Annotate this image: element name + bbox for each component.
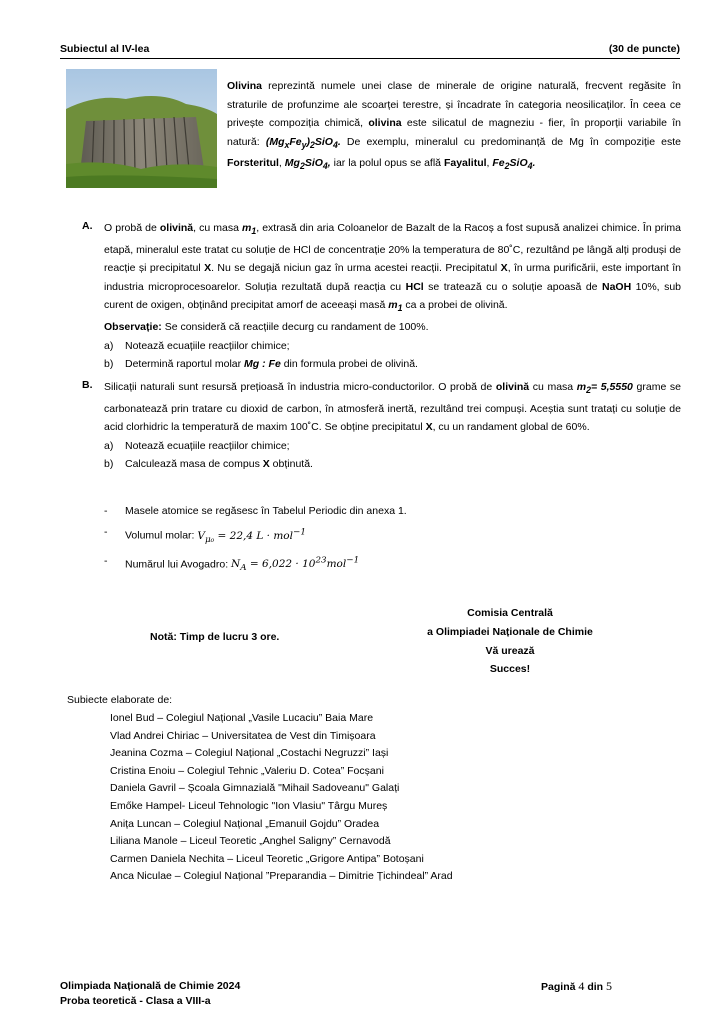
section-a (104, 219, 681, 374)
author-item: Daniela Gavril – Școala Gimnazială "Mihail Sadoveanu" Galați (110, 782, 400, 795)
author-item: Anca Niculae – Colegiul Național ”Preparandia – Dimitrie Țichindeal” Arad (110, 870, 453, 883)
term-fayalit: Fayalitul (443, 157, 487, 170)
commission-line-4: Succes! (489, 663, 531, 676)
author-item: Jeanina Cozma – Colegiul Național „Costachi Negruzzi” Iași (110, 747, 389, 760)
term-olivina: Olivina (227, 80, 263, 92)
term-forsterit: Forsteritul (227, 157, 279, 170)
intro-text-2: este silicatul de magneziu - fier, în proporții variabile în natură: (227, 117, 681, 148)
author-item: Ionel Bud – Colegiul Național „Vasile Lucaciu” Baia Mare (110, 712, 374, 724)
basalt-columns-photo (66, 69, 217, 188)
authors-list (110, 710, 453, 886)
page-header (60, 42, 680, 59)
fayalite-formula: $Fe_2SiO_4$. (492, 157, 536, 172)
forsterite-formula: $Mg_2SiO_4$, (284, 157, 331, 172)
subject-points: (30 de puncte) (608, 43, 680, 55)
subject-title: Subiectul al IV-lea (60, 43, 150, 55)
commission-line-1: Comisia Centrală (467, 607, 553, 619)
author-item: Anița Luncan – Colegiul Național „Emanuil Gojdu” Oradea (110, 817, 380, 830)
note-atomic-masses: - Masele atomice se regăsesc în Tabelul Periodic din anexa 1. (104, 505, 407, 517)
footer-exam: Proba teoretică - Clasa a VIII-a (60, 995, 211, 1007)
intro-text-4: iar la polul opus se află (330, 157, 444, 170)
intro-text: reprezintă numele unei clase de minerale de origine naturală, frecvent regăsite în straturile de profunzime ale scoarței terestre, și încadrate în categoria neosilicaților. În ceea ce privește compoziția chimică, (227, 80, 681, 130)
author-item: Emőke Hampel- Liceul Tehnologic "Ion Vlasiu" Târgu Mureș (110, 799, 388, 812)
section-b-item-a: a) Notează ecuațiile reacțiilor chimice; (104, 439, 290, 452)
intro-paragraph: Olivina reprezintă numele unei clase de minerale de origine naturală, frecvent regăsite în straturile de profunzime ale scoarței terestre, și încadrate în categoria neosilicaților. În ceea ce privește compoziția chimică, olivina este silicatul de magneziu - fier, în proporții variabile în natură: $(Mg_xFe_y)_2SiO_4$. De exemplu, mineralul cu predominanță de Mg în compoziție este Forsteritul, $Mg_2SiO_4$, iar la polul opus se află Fayalitul, $Fe_2SiO_4$. (227, 80, 682, 172)
author-item: Liliana Manole – Liceul Teoretic „Anghel Saligny” Cernavodă (110, 835, 391, 848)
note-molar-volume: - Volumul molar: $V_{\mu_0} = 22,4$ L · mol$^{-1}$ (104, 526, 306, 545)
page-number: Pagină 4 din 5 (541, 979, 612, 993)
page-footer (60, 979, 680, 1009)
time-note: Notă: Timp de lucru 3 ore. (150, 631, 280, 643)
commission-line-3: Vă urează (485, 644, 535, 657)
basalt-columns-image (66, 69, 217, 188)
section-b-item-b: b) Calculează masa de compus X obținută. (104, 458, 313, 471)
commission-block (410, 604, 610, 679)
section-a-paragraph: O probă de olivină, cu masa $m_1$, extrasă din aria Coloanelor de Bazalt de la Racoș a fost supusă analizei chimice. În prima etapă, mineralul este tratat cu soluție de HCl de concentrație 20% la temperatura de 80˚C, rezultând pe lângă alți produși de reacție și precipitatul X. Nu se degajă niciun gaz în urma acestei reacții. Precipitatul X, în urma purificării, este important în industria microprocesoarelor. Soluția rezultată după reacția cu HCl se tratează cu o soluție apoasă de NaOH 10%, sub curent de oxigen, obținând precipitat amorf de aceeași masă $m_1$ ca a probei de olivină. (104, 222, 682, 314)
section-a-item-b: b) Determină raportul molar Mg : Fe din formula probei de olivină. (104, 358, 418, 371)
authors-label: Subiecte elaborate de: (67, 694, 173, 706)
section-a-item-a: a) Notează ecuațiile reacțiilor chimice; (104, 339, 290, 352)
section-b-letter: B. (82, 379, 93, 391)
commission-line-2: a Olimpiadei Naționale de Chimie (427, 625, 593, 638)
section-a-observation: Observație: Se consideră că reacțiile decurg cu randament de 100%. (104, 321, 429, 334)
term-olivina-2: olivina (368, 117, 402, 130)
section-b (104, 378, 681, 474)
author-item: Cristina Enoiu – Colegiul Tehnic „Valeriu D. Cotea” Focșani (110, 764, 384, 777)
author-item: Vlad Andrei Chiriac – Universitatea de Vest din Timișoara (110, 729, 376, 742)
olivine-formula: $(Mg_xFe_y)_2SiO_4$. (265, 135, 341, 150)
author-item: Carmen Daniela Nechita – Liceul Teoretic „Grigore Antipa” Botoșani (110, 852, 424, 865)
note-avogadro: - Numărul lui Avogadro: $N_A = 6,022 \cdot 10^{23}mol^{-1}$ (104, 554, 360, 574)
section-a-letter: A. (82, 220, 93, 232)
notes-list (104, 501, 407, 579)
intro-text-3: De exemplu, mineralul cu predominanță de Mg în compoziție este (340, 135, 682, 148)
section-b-paragraph: Silicații naturali sunt resursă prețioasă în industria micro-conductorilor. O probă de olivină cu masa $m_2= 5,5550$ grame se carbonatează prin tratare cu dioxid de carbon, în atmosferă inertă, rezultând trei compuși. Aceștia sunt tratați cu soluție de acid clorhidric la temperatură de maxim 100˚C. Se obține precipitatul X, cu un randament global de 60%. (104, 381, 682, 434)
footer-olympiad: Olimpiada Națională de Chimie 2024 (60, 980, 241, 992)
